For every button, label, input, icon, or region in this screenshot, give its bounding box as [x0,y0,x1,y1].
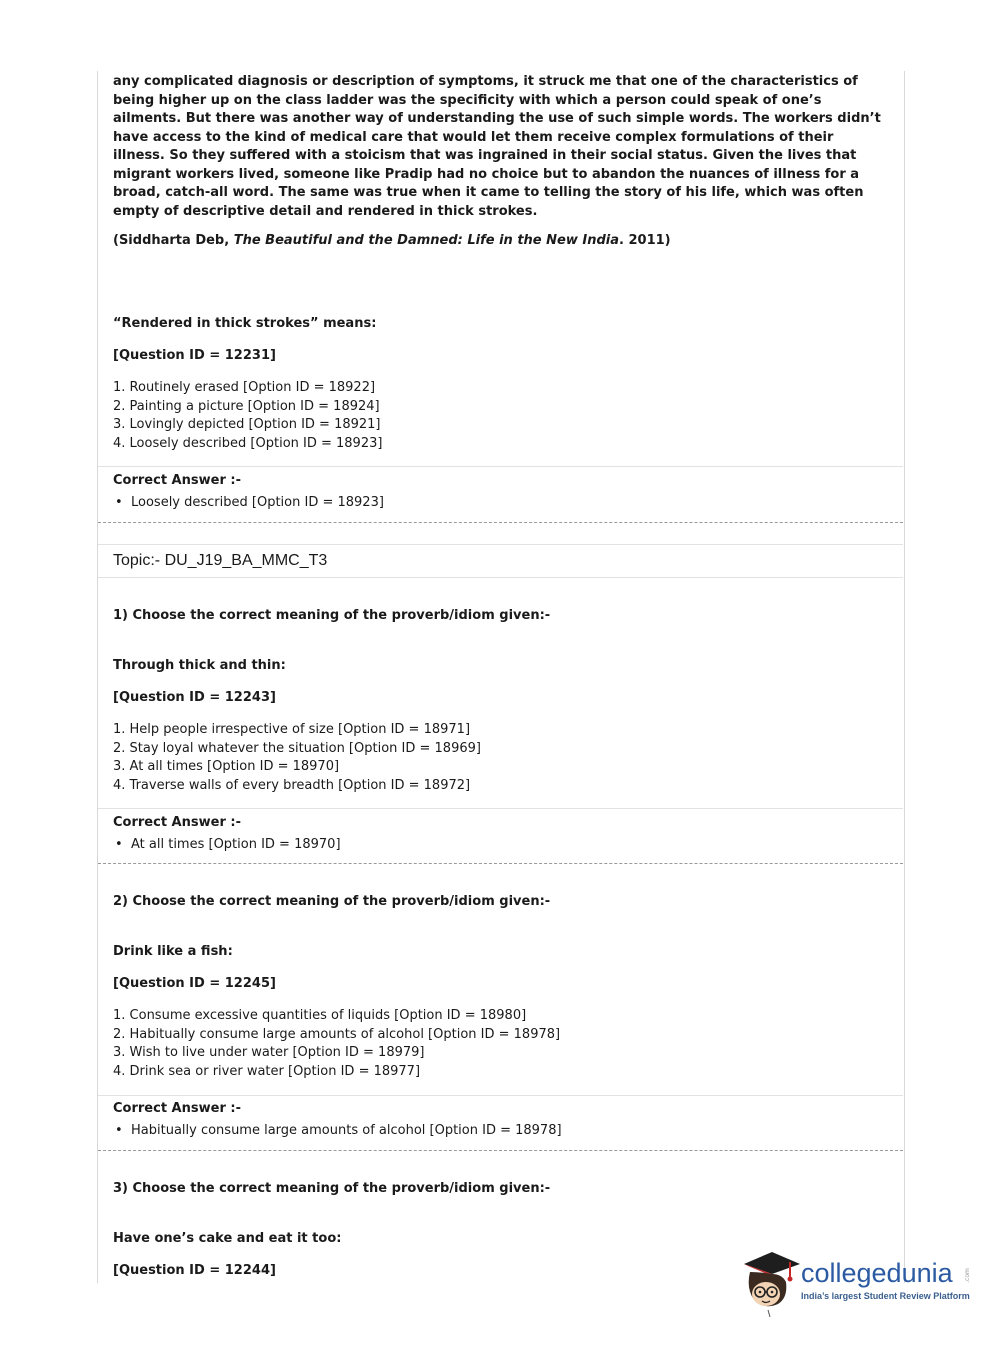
question-separator [98,863,903,864]
option-list [113,379,893,453]
option-item: 4. Loosely described [Option ID = 18923] [113,435,383,451]
idiom: Drink like a fish: [113,944,233,959]
option-item: 3. Wish to live under water [Option ID = 18979] [113,1045,425,1061]
divider [98,1095,903,1096]
option-item: 1. Routinely erased [Option ID = 18922] [113,380,376,395]
option-item: 3. Lovingly depicted [Option ID = 18921] [113,417,381,433]
idiom: Have one’s cake and eat it too: [113,1231,342,1246]
question-heading: 3) Choose the correct meaning of the proverb/idiom given:- [113,1181,551,1196]
question-id: [Question ID = 12244] [113,1263,276,1278]
logo-text [801,1258,970,1301]
option-item: 4. Traverse walls of every breadth [Option ID = 18972] [113,777,471,793]
question-heading: 2) Choose the correct meaning of the proverb/idiom given:- [113,894,551,909]
graduate-mascot-icon [742,1248,804,1318]
brand-name: collegedunia [801,1258,953,1288]
option-item: 1. Help people irrespective of size [Option ID = 18971] [113,722,471,737]
option-item: 4. Drink sea or river water [Option ID = 18977] [113,1063,421,1079]
divider [98,808,903,809]
question-id: [Question ID = 12243] [113,690,276,705]
book-title: The Beautiful and the Damned: Life in the New India [233,233,620,248]
correct-answer: • Habitually consume large amounts of alcohol [Option ID = 18978] [113,1123,893,1138]
question-id: [Question ID = 12245] [113,976,276,991]
topic-title: Topic:- DU_J19_BA_MMC_T3 [113,552,328,569]
option-list [113,721,893,795]
correct-answer: • At all times [Option ID = 18970] [113,837,893,852]
divider [98,466,903,467]
question-id: [Question ID = 12231] [113,348,276,363]
option-item: 2. Stay loyal whatever the situation [Option ID = 18969] [113,740,481,756]
brand-tagline: India’s largest Student Review Platform [801,1291,970,1301]
correct-answer: • Loosely described [Option ID = 18923] [113,495,893,510]
question-heading: 1) Choose the correct meaning of the proverb/idiom given:- [113,608,551,623]
question-separator [98,1150,903,1151]
passage-citation: (Siddharta Deb, The Beautiful and the Damned: Life in the New India. 2011) [113,233,671,248]
correct-answer-label: Correct Answer :- [113,815,241,830]
question-separator [98,522,903,523]
idiom: Through thick and thin: [113,658,286,673]
divider [98,544,903,545]
correct-answer-label: Correct Answer :- [113,473,241,488]
divider [98,577,903,578]
option-item: 1. Consume excessive quantities of liquids [Option ID = 18980] [113,1008,527,1023]
correct-answer-label: Correct Answer :- [113,1101,241,1116]
question-prompt: “Rendered in thick strokes” means: [113,316,377,331]
option-list [113,1007,893,1081]
option-item: 2. Painting a picture [Option ID = 18924] [113,398,380,414]
option-item: 2. Habitually consume large amounts of alcohol [Option ID = 18978] [113,1026,561,1042]
option-item: 3. At all times [Option ID = 18970] [113,759,340,775]
passage-text: any complicated diagnosis or description of symptoms, it struck me that one of the characteristics of being higher up on the class ladder was the specificity with which a person could speak of one’s ailments. But there was another way of understanding the use of such simple words. The workers didn’t have access to the kind of medical care that would let them receive complex formulations of their illness. So they suffered with a stoicism that was ingrained in their social status. Given the lives that migrant workers lived, someone like Pradip had no choice but to abandon the nuances of illness for a broad, catch-all word. The same was true when it came to telling the story of his life, which was often empty of descriptive detail and rendered in thick strokes. [113,74,881,219]
brand-suffix: .com [963,1268,971,1283]
